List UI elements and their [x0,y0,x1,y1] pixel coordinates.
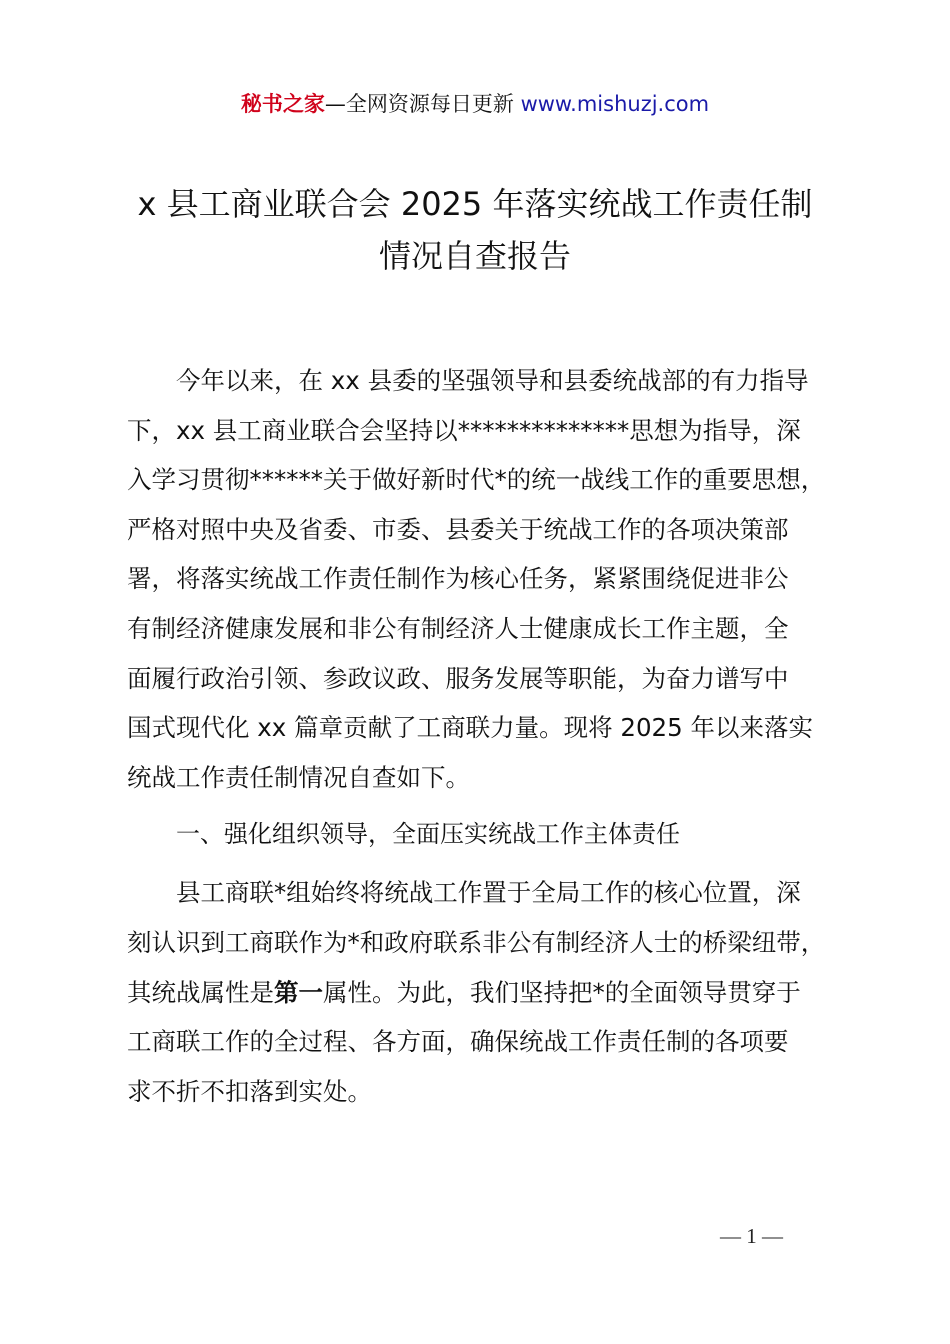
text-line: 署，将落实统战工作责任制作为核心任务，紧紧围绕促进非公 [127,564,789,594]
text-line: 县工商联*组始终将统战工作置于全局工作的核心位置，深 [176,878,801,908]
text-line: 国式现代化 xx 篇章贡献了工商联力量。现将 2025 年以来落实 [127,713,813,743]
document-title [60,178,890,282]
header-slogan: —全网资源每日更新 [324,92,521,116]
text-line: 下，xx 县工商业联合会坚持以**************思想为指导，深 [127,415,801,445]
text-line: 有制经济健康发展和非公有制经济人士健康成长工作主题，全 [127,613,789,643]
text-line: 面履行政治引领、参政议政、服务发展等职能，为奋力谱写中 [127,663,789,693]
section-heading-1: 一、强化组织领导，全面压实统战工作主体责任 [176,822,680,849]
emphasis-text: 第一 [274,977,323,1007]
text-line: 统战工作责任制情况自查如下。 [127,762,470,792]
site-url-link[interactable]: www.mishuzj.com [520,92,710,116]
brand-name: 秘书之家 [240,92,325,116]
text-line: 刻认识到工商联作为*和政府联系非公有制经济人士的桥梁纽带， [127,927,826,957]
document-body [127,356,837,1116]
intro-paragraph [127,356,837,802]
text-line-with-emphasis [127,968,837,1018]
text-segment: 其统战属性是 [127,977,274,1007]
section1-paragraph [127,868,837,1116]
text-line: 入学习贯彻******关于做好新时代*的统一战线工作的重要思想， [127,465,826,495]
text-segment: 属性。为此，我们坚持把*的全面领导贯穿于 [323,977,801,1007]
title-line-1: x 县工商业联合会 2025 年落实统战工作责任制 [137,185,813,223]
text-line: 严格对照中央及省委、市委、县委关于统战工作的各项决策部 [127,514,789,544]
page-number: — 1 — [720,1224,783,1248]
title-line-2: 情况自查报告 [378,237,571,275]
text-line: 今年以来，在 xx 县委的坚强领导和县委统战部的有力指导 [176,366,809,395]
site-header [0,88,950,120]
text-line: 工商联工作的全过程、各方面，确保统战工作责任制的各项要 [127,1027,789,1057]
text-line: 求不折不扣落到实处。 [127,1076,372,1106]
